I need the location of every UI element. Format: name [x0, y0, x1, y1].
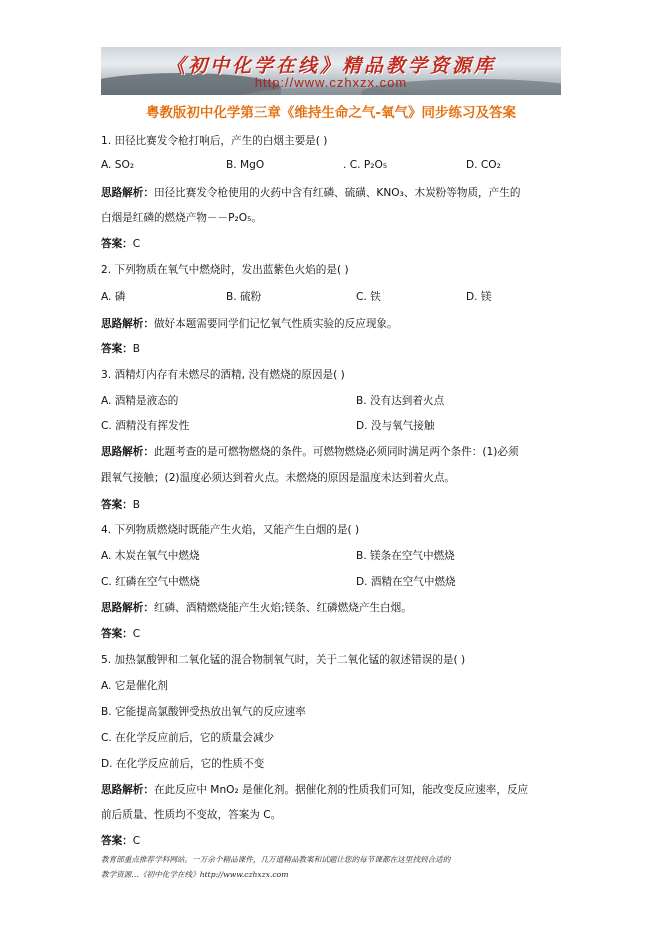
- answer-label: 答案：: [101, 628, 133, 640]
- q5-option-a: A. 它是催化剂: [101, 680, 168, 692]
- analysis-label: 思路解析：: [101, 446, 154, 458]
- answer-label: 答案：: [101, 499, 133, 511]
- q2-analysis-text: 做好本题需要同学们记忆氧气性质实验的反应现象。: [153, 318, 398, 330]
- q4-analysis: [101, 600, 412, 615]
- q5-answer-value: C: [132, 835, 141, 847]
- analysis-label: 思路解析：: [101, 187, 154, 199]
- q3-answer: [101, 497, 140, 512]
- q3-option-b: B. 没有达到着火点: [356, 395, 445, 407]
- q5-option-c: C. 在化学反应前后，它的质量会减少: [101, 732, 275, 744]
- analysis-label: 思路解析：: [101, 318, 154, 330]
- q5-option-b: B. 它能提高氯酸钾受热放出氧气的反应速率: [101, 706, 306, 718]
- q3-answer-value: B: [132, 499, 141, 511]
- q2-answer: [101, 341, 140, 356]
- q3-option-a: A. 酒精是液态的: [101, 395, 179, 407]
- site-banner: [101, 47, 561, 95]
- q3-analysis: [101, 444, 519, 459]
- q5-option-d: D. 在化学反应前后，它的性质不变: [101, 758, 265, 770]
- q2-option-b: B. 硫粉: [226, 291, 262, 303]
- q4-answer-value: C: [132, 628, 141, 640]
- q5-answer: [101, 833, 140, 848]
- question-5-stem: 5. 加热氯酸钾和二氧化锰的混合物制氧气时，关于二氧化锰的叙述错误的是( ): [101, 654, 466, 666]
- question-4-stem: 4. 下列物质燃烧时既能产生火焰，又能产生白烟的是( ): [101, 524, 360, 536]
- q3-option-c: C. 酒精没有挥发性: [101, 420, 190, 432]
- q2-analysis: [101, 316, 398, 331]
- q1-answer-value: C: [132, 238, 141, 250]
- q1-option-d: D. CO₂: [466, 159, 501, 171]
- answer-label: 答案：: [101, 835, 133, 847]
- q4-option-a: A. 木炭在氧气中燃烧: [101, 550, 200, 562]
- banner-url[interactable]: http://www.czhxzx.com: [254, 75, 408, 90]
- question-1-stem: 1. 田径比赛发令枪打响后，产生的白烟主要是( ): [101, 135, 328, 147]
- q4-option-d: D. 酒精在空气中燃烧: [356, 576, 456, 588]
- question-2-stem: 2. 下列物质在氧气中燃烧时，发出蓝紫色火焰的是( ): [101, 264, 349, 276]
- footer-line-2[interactable]: 教学资源…《初中化学在线》http://www.czhxzx.com: [101, 870, 289, 879]
- q1-analysis-text-2: 白烟是红磷的燃烧产物－－P₂O₅。: [101, 212, 262, 224]
- analysis-label: 思路解析：: [101, 784, 154, 796]
- q4-answer: [101, 626, 140, 641]
- q1-analysis: [101, 185, 520, 200]
- q1-analysis-text-1: 田径比赛发令枪使用的火药中含有红磷、硫磺、KNO₃、木炭粉等物质，产生的: [153, 187, 521, 199]
- q1-option-a: A. SO₂: [101, 159, 135, 171]
- banner-title: 《初中化学在线》精品教学资源库: [165, 55, 496, 77]
- q5-analysis-text-2: 前后质量、性质均不变故，答案为 C。: [101, 809, 282, 821]
- footer-line-1: 教育部重点推荐学科网站。一万余个精品课件，几万道精品教案和试题让您的每节课都在这里找到合适的: [101, 855, 451, 864]
- analysis-label: 思路解析：: [101, 602, 154, 614]
- q1-option-b: B. MgO: [226, 159, 265, 171]
- q4-option-b: B. 镁条在空气中燃烧: [356, 550, 455, 562]
- q4-analysis-text: 红磷、酒精燃烧能产生火焰;镁条、红磷燃烧产生白烟。: [153, 602, 412, 614]
- q2-option-a: A. 磷: [101, 291, 126, 303]
- q2-answer-value: B: [132, 343, 141, 355]
- q5-analysis-text-1: 在此反应中 MnO₂ 是催化剂。据催化剂的性质我们可知，能改变反应速率，反应: [153, 784, 529, 796]
- q3-analysis-text-1: 此题考查的是可燃物燃烧的条件。可燃物燃烧必须同时满足两个条件：(1)必须: [153, 446, 519, 458]
- q5-analysis: [101, 782, 528, 797]
- q2-option-c: C. 铁: [356, 291, 381, 303]
- q3-option-d: D. 没与氧气接触: [356, 420, 435, 432]
- q2-option-d: D. 镁: [466, 291, 492, 303]
- q1-answer: [101, 236, 140, 251]
- answer-label: 答案：: [101, 238, 133, 250]
- q4-option-c: C. 红磷在空气中燃烧: [101, 576, 200, 588]
- q3-analysis-text-2: 跟氧气接触；(2)温度必须达到着火点。未燃烧的原因是温度未达到着火点。: [101, 472, 456, 484]
- answer-label: 答案：: [101, 343, 133, 355]
- document-title: 粤教版初中化学第三章《维持生命之气-氧气》同步练习及答案: [145, 105, 517, 121]
- q1-option-c: . C. P₂O₅: [343, 159, 388, 171]
- question-3-stem: 3. 酒精灯内存有未燃尽的酒精, 没有燃烧的原因是( ): [101, 369, 345, 381]
